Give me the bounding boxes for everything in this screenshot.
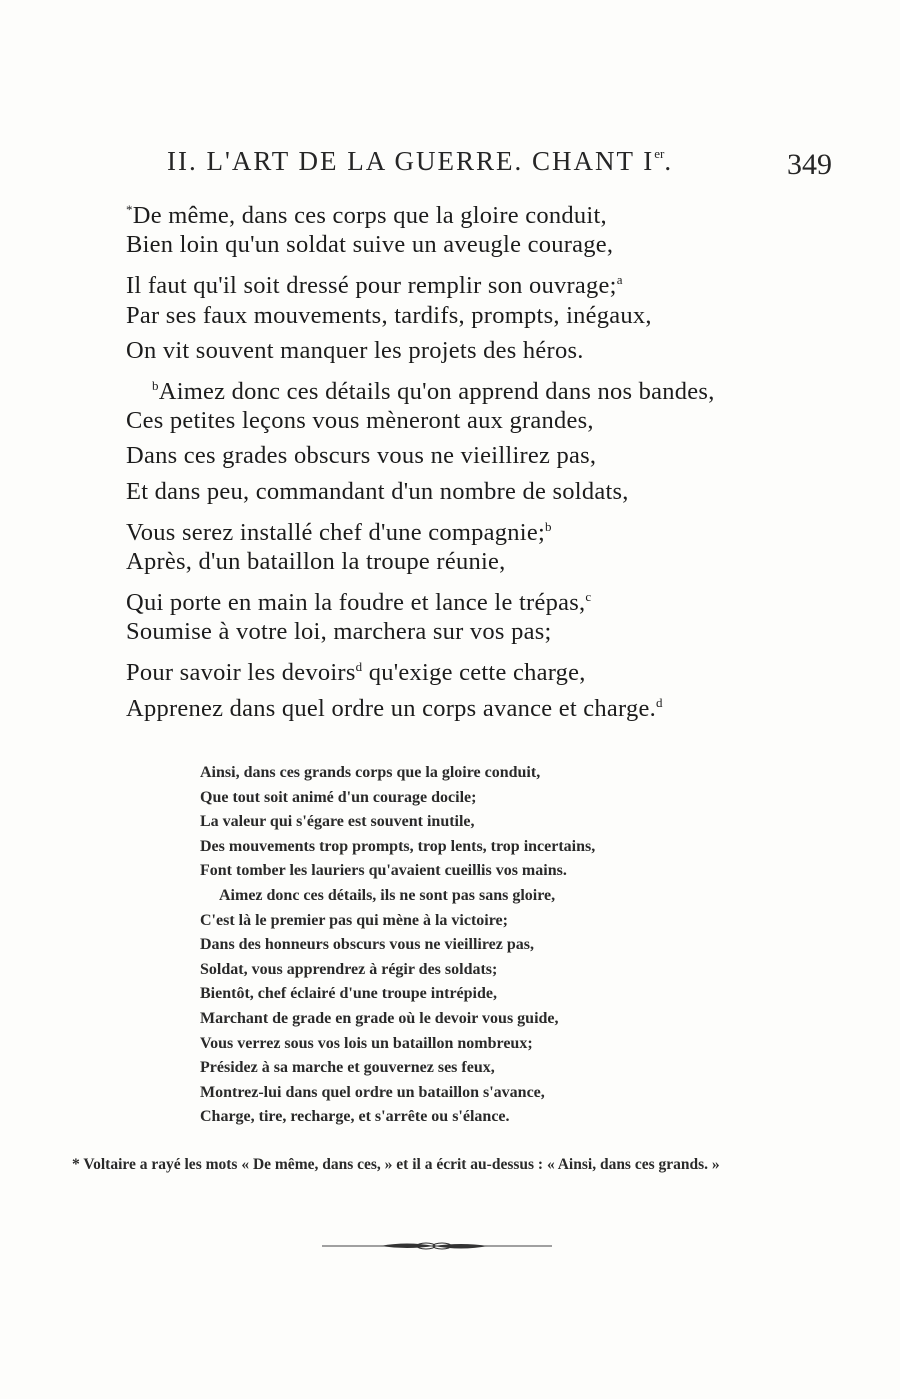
verse-line: [126, 262, 715, 300]
verse-line: [126, 544, 715, 579]
verse-text: Apprenez dans quel ordre un corps avance et charge.: [126, 694, 656, 722]
running-title: II. L'ART DE LA GUERRE. CHANT Ier.: [167, 146, 674, 176]
verse-line: [126, 438, 715, 473]
variant-line: Soldat, vous apprendrez à régir des soldats;: [200, 960, 498, 978]
verse-text: Bien loin qu'un soldat suive un aveugle courage,: [126, 231, 614, 259]
verse-line: [126, 474, 715, 509]
verse-text: Il faut qu'il soit dressé pour remplir son ouvrage;: [126, 272, 617, 300]
running-header: [0, 142, 900, 182]
variant-line: Vous verrez sous vos lois un bataillon nombreux;: [200, 1034, 533, 1052]
verse-line: [126, 614, 715, 649]
footnote-text: Voltaire a rayé les mots « De même, dans ces, » et il a écrit au-dessus : « Ainsi, dans ces grands. »: [79, 1156, 720, 1173]
footnote: [42, 1152, 830, 1177]
verse-note-ref: d: [355, 659, 363, 675]
verse-note-ref: c: [585, 589, 592, 605]
variant-line: Des mouvements trop prompts, trop lents, trop incertains,: [200, 837, 596, 855]
verse-note-mark: *: [126, 202, 133, 217]
footnote-mark: *: [72, 1156, 80, 1173]
variant-line: Bientôt, chef éclairé d'une troupe intrépide,: [200, 985, 497, 1003]
variant-line: Marchant de grade en grade où le devoir vous guide,: [200, 1009, 559, 1027]
verse-line: [126, 333, 715, 368]
verse-text: Vous serez installé chef d'une compagnie;: [126, 518, 546, 546]
verse-line: [126, 685, 715, 720]
verse-note-ref: d: [655, 694, 663, 710]
verse-line: [126, 403, 715, 438]
page-number: 349: [787, 148, 832, 181]
verse-text: Pour savoir les devoirs: [126, 659, 356, 687]
verse-line: [126, 192, 715, 227]
verse-text-tail: qu'exige cette charge,: [362, 659, 586, 687]
verse-line: [126, 649, 715, 687]
variant-verse: [200, 761, 595, 1130]
title-superscript: er: [654, 146, 665, 161]
verse-text: De même, dans ces corps que la gloire conduit,: [132, 202, 607, 229]
main-verse: [126, 192, 715, 720]
ornament-rule: [322, 1238, 552, 1254]
verse-note-mark: b: [152, 377, 159, 393]
verse-line: [126, 509, 715, 544]
variant-line: Que tout soit animé d'un courage docile;: [200, 788, 477, 806]
variant-line: Ainsi, dans ces grands corps que la gloire conduit,: [200, 764, 541, 781]
variant-line: Montrez-lui dans quel ordre un bataillon s'avance,: [200, 1083, 545, 1101]
verse-line: [126, 227, 715, 262]
variant-line: La valeur qui s'égare est souvent inutile,: [200, 813, 475, 831]
verse-text: Soumise à votre loi, marchera sur vos pas;: [126, 618, 552, 646]
verse-line: [126, 579, 715, 617]
verse-text: Dans ces grades obscurs vous ne vieillirez pas,: [126, 442, 597, 470]
verse-line: [126, 368, 715, 403]
verse-text: Et dans peu, commandant d'un nombre de soldats,: [126, 477, 629, 505]
variant-line: Charge, tire, recharge, et s'arrête ou s'élance.: [200, 1108, 510, 1126]
verse-note-ref: a: [616, 272, 623, 288]
verse-text: Aimez donc ces détails qu'on apprend dans nos bandes,: [158, 377, 715, 405]
verse-text: Par ses faux mouvements, tardifs, prompts, inégaux,: [126, 301, 652, 329]
verse-text: On vit souvent manquer les projets des héros.: [126, 336, 584, 364]
variant-line: Dans des honneurs obscurs vous ne vieillirez pas,: [200, 936, 534, 954]
verse-note-ref: b: [545, 518, 552, 534]
variant-line: Présidez à sa marche et gouvernez ses feux,: [200, 1059, 495, 1077]
verse-line: [126, 298, 715, 333]
verse-text: Ces petites leçons vous mèneront aux grandes,: [126, 407, 594, 435]
variant-line: Aimez donc ces détails, ils ne sont pas sans gloire,: [219, 886, 556, 904]
verse-text: Qui porte en main la foudre et lance le trépas,: [126, 589, 586, 617]
variant-line: Font tomber les lauriers qu'avaient cueillis vos mains.: [200, 862, 567, 880]
verse-text: Après, d'un bataillon la troupe réunie,: [126, 547, 506, 575]
variant-line: C'est là le premier pas qui mène à la victoire;: [200, 911, 508, 929]
